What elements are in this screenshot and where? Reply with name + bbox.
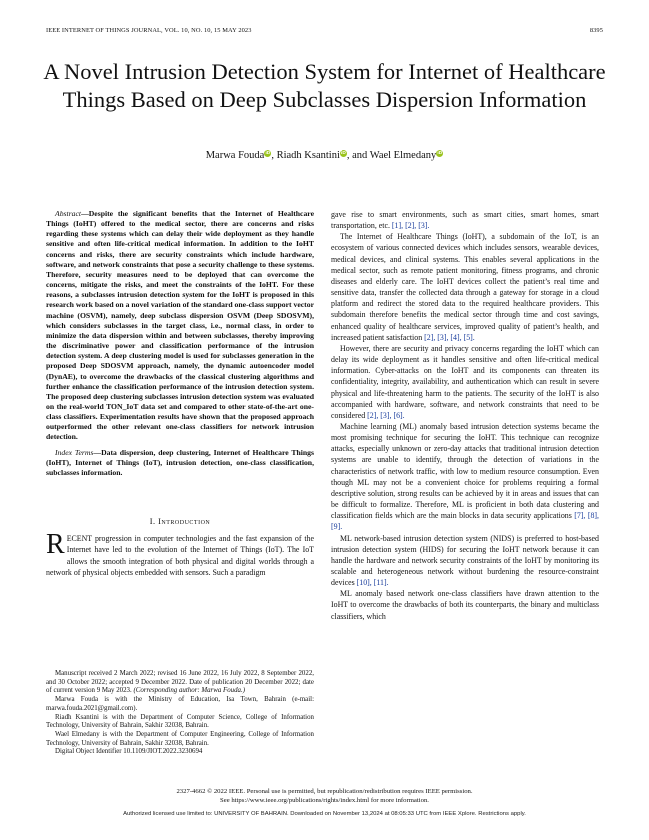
citation-link[interactable]: [1], [2], [3]. [391,221,430,231]
citation-link[interactable]: [2], [3], [6]. [367,410,405,420]
copyright-footer [0,787,649,805]
affiliation-1: Marwa Fouda is with the Ministry of Education, Isa Town, Bahrain (e-mail: marwa.fouda.2021@gmail.com). [46,696,314,712]
paper-title: A Novel Intrusion Detection System for Internet of Healthcare Things Based on Deep Subclasses Dispersion Information [43,59,606,112]
author-3: Wael Elmedany [369,150,437,161]
paragraph: ML anomaly based network one-class classifiers have drawn attention to the IoHT to overcome the drawbacks of both its counterparts, the binary and multiclass classifiers, which [331,589,599,621]
affiliation-2: Riadh Ksantini is with the Department of Computer Science, College of Information Technology, University of Bahrain, Sakhir 32038, Bahrain. [46,713,314,730]
paragraph: However, there are security and privacy concerns regarding the IoHT which can delay its wide deployment as it handles sensitive and often life-critical medical information. Cyber-attacks on the IoHT and its components can threaten its confidentiality, integrity, availability, and authentication which can result in severe physical and life-threatening harm to the patients. The security of the IoHT is also accompanied with hardware, software, and network constraints that need to be considered [2], [3], [6]. [331,343,599,420]
affiliation-3: Wael Elmedany is with the Department of Computer Engineering, College of Information Technology, University of Bahrain, Sakhir 32038, Bahrain. [46,730,314,747]
paragraph: gave rise to smart environments, such as smart cities, smart homes, smart transportation, etc. [1], [2], [3]. [331,210,599,231]
drop-cap: R [46,529,65,561]
abstract-label: Abstract [55,209,82,218]
paragraph: Machine learning (ML) anomaly based intrusion detection systems became the most promising technique for securing the IoHT. This technique can recognize attacks, especially unknown or zero-day attacks that traditional intrusion detection systems are unable to identify, through the detection of variations in the characteristics of network traffic, with low to medium resource consumption. Even though ML may not be a convenient choice for problems requiring a formal descriptive solution, strong results can be achieved by it in areas and issues that can be difficult to formalize. Therefore, ML is proficient in both data clustering and classification fields which are the main blocks in data security applications [7], [8], [9]. [331,421,599,532]
footnotes [46,670,314,757]
left-column [46,209,314,578]
citation-link[interactable]: [2], [3], [4], [5]. [424,332,475,342]
rights-link-line[interactable]: See https://www.ieee.org/publications/rights/index.html for more information. [220,797,429,804]
paragraph: The Internet of Healthcare Things (IoHT), a subdomain of the IoT, is an ecosystem of various connected devices which includes sensors, wearable devices, medical devices, and clinical systems. This enables several applications in the medical sector, such as remote patient monitoring, fitness programs, and chronic diseases and elderly care. The IoHT devices collect the patient’s real time and sensitive data, transfer the collected data through a gateway for storage in a cloud platform and redirect the stored data to the required healthcare providers. This subdomain therefore benefits the medical sector through time and cost savings, enhanced quality of healthcare services, improved quality of patient’s health, and increased patient satisfaction [2], [3], [4], [5]. [331,232,599,342]
orcid-icon[interactable]: iD [340,151,346,156]
manuscript-note: Manuscript received 2 March 2022; revised 16 June 2022, 16 July 2022, 8 September 2022, and 30 October 2022; accepted 9 December 2022. Date of publication 20 December 2022; date of current version 9 May 2023. [46,670,314,695]
paragraph: ML network-based intrusion detection system (NIDS) is preferred to host-based intrusion detection system (HIDS) for securing the IoHT network because it can handle the hardware and network security constraints of the IoHT by monitoring its scalable and heterogeneous network without burdening the resource-constraint devices [10], [11]. [331,533,599,588]
orcid-icon[interactable]: iD [437,151,443,156]
citation-link[interactable]: [10], [11]. [356,578,389,588]
copyright-line: 2327-4662 © 2022 IEEE. Personal use is permitted, but republication/redistribution requires IEEE permission. [176,788,473,795]
index-terms: Index Terms—Data dispersion, deep clustering, Internet of Healthcare Things (IoHT), Internet of Things (IoT), intrusion detection, one-class classification, subclasses information. [46,447,314,477]
author-2: Riadh Ksantini [276,150,340,161]
author-1: Marwa Fouda [205,150,265,161]
section-heading: I. Introduction [149,517,211,527]
orcid-icon[interactable]: iD [265,151,271,156]
journal-name: IEEE INTERNET OF THINGS JOURNAL, VOL. 10, NO. 10, 15 MAY 2023 [46,27,252,34]
index-terms-text: Data dispersion, deep clustering, Internet of Healthcare Things (IoHT), Internet of Things (IoT), intrusion detection, one-class classification, subclasses information. [46,447,314,477]
page-number: 8395 [589,27,603,34]
citation-link[interactable]: [7], [8], [9]. [331,511,599,532]
corresponding-author: (Corresponding author: Marwa Fouda.) [133,687,245,695]
right-column [331,209,599,622]
author-list: Marwa FoudaiD, Riadh KsantiniiD, and Wael ElmedanyiD [205,150,443,161]
license-notice: Authorized licensed use limited to: UNIVERSITY OF BAHRAIN. Downloaded on November 13,2024 at 08:05:33 UTC from IEEE Xplore. Restrictions apply. [123,811,526,817]
intro-paragraph: RECENT progression in computer technologies and the fast expansion of the Internet have led to the evolution of the Internet of Things (IoT). The IoT allows the smooth integration of both physical and digital worlds through a network of physical objects embedded with sensors. Such a paradigm [46,529,314,577]
running-header [46,27,603,34]
abstract: Abstract—Despite the significant benefits that the Internet of Healthcare Things (IoHT) offered to the medical sector, there are concerns and risks regarding these systems which can delay their wide deployment as they handle sensitive and often life-critical medical information. In addition to the IoHT concerns and risks, there are security constraints which include hardware, software, and network constraints that pose a security challenge to these systems. Therefore, security measures need to be deployed that can overcome the concerns, mitigate the risks, and meet the constraints of the IoHT. For these reasons, a subclasses intrusion detection system for the IoHT is proposed in this research work based on a novel variation of the standard one-class support vector machine (OSVM), namely, deep subclass dispersion OSVM (Deep SDOSVM), which considers subclasses in the target class, i.e., normal class, in order to minimize the data dispersion within and between subclasses, thereby improving the discriminative power and classification performance of the intrusion detection system. A deep clustering model is used for subclasses generation in the proposed Deep SDOSVM approach, namely, the dynamic autoencoder model (DynAE), to overcome the drawbacks of the classical clustering algorithms and further enhance the classification performance of the intrusion detection system. The proposed deep clustering subclasses intrusion detection system was evaluated on the real-world TON_IoT data set and compared to other state-of-the-art one-class classifiers. Experimentation results have shown that the proposed approach outperformed the other relevant one-class classifiers for network intrusion detection. [46,209,314,442]
doi[interactable]: Digital Object Identifier 10.1109/JIOT.2022.3230694 [55,748,203,756]
abstract-text: Despite the significant benefits that the Internet of Healthcare Things (IoHT) offered to the medical sector, there are concerns and risks regarding these systems which can delay their wide deployment as they handle sensitive and often life-critical medical information. In addition to the IoHT concerns and risks, there are security constraints which include hardware, software, and network constraints that pose a security challenge to these systems. Therefore, security measures need to be deployed that can overcome the concerns, mitigate the risks, and meet the constraints of the IoHT. For these reasons, a subclasses intrusion detection system for the IoHT is proposed in this research work based on a novel variation of the standard one-class support vector machine (OSVM), namely, deep subclass dispersion OSVM (Deep SDOSVM), which considers subclasses in the target class, i.e., normal class, in order to minimize the data dispersion within and between subclasses, thereby improving the discriminative power and classification performance of the intrusion detection system. A deep clustering model is used for subclasses generation in the proposed Deep SDOSVM approach, namely, the dynamic autoencoder model (DynAE), to overcome the drawbacks of the classical clustering algorithms and further enhance the classification performance of the intrusion detection system. The proposed deep clustering subclasses intrusion detection system was evaluated on the real-world TON_IoT data set and compared to other state-of-the-art one-class classifiers. Experimentation results have shown that the proposed approach outperformed the other relevant one-class classifiers for network intrusion detection. [46,209,314,442]
index-terms-label: Index Terms [55,447,94,457]
